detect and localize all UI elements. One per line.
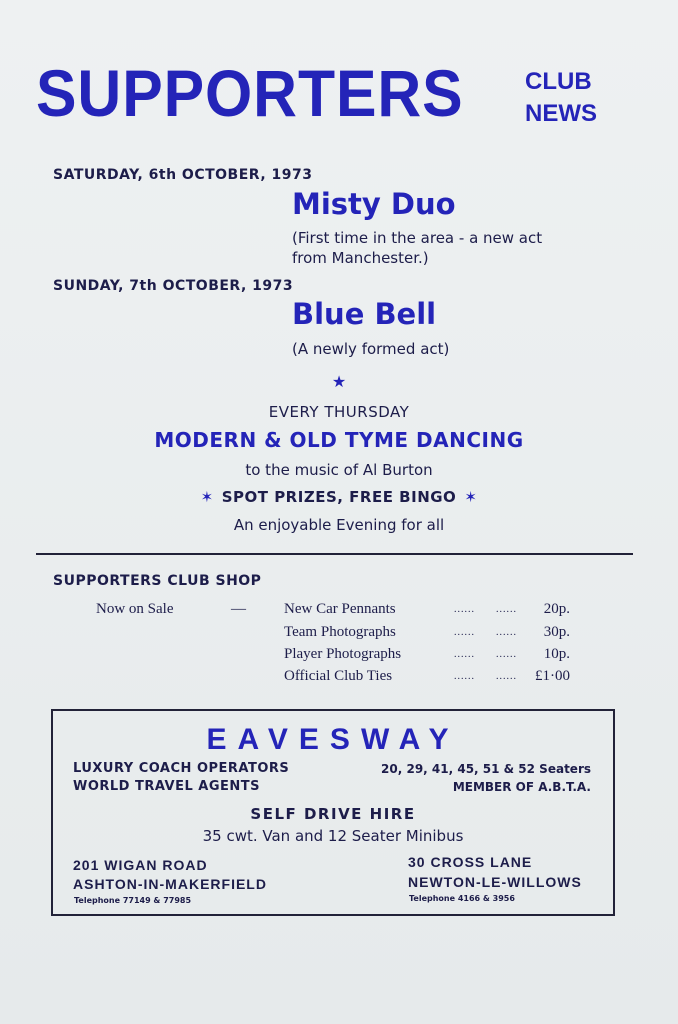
event-act-name: Blue Bell	[292, 297, 437, 331]
masthead-subtitle	[525, 66, 597, 130]
advert-hire-detail: 35 cwt. Van and 12 Seater Minibus	[202, 827, 464, 845]
event-act-name: Misty Duo	[292, 187, 456, 221]
address-left-line: ASHTON-IN-MAKERFIELD	[73, 876, 267, 892]
leader-dots: ......	[496, 671, 517, 682]
shop-item-price: 20p.	[543, 601, 570, 617]
shop-item-price: 10p.	[543, 646, 570, 662]
leader-dots: ......	[496, 604, 517, 615]
shop-item	[284, 646, 584, 666]
evening-tagline: An enjoyable Evening for all	[233, 516, 445, 534]
leader-dots: ......	[454, 604, 475, 615]
event-act-description: (A newly formed act)	[292, 340, 450, 358]
shop-on-sale-label: Now on Sale	[96, 601, 174, 617]
prizes-line	[0, 488, 678, 506]
star-icon: ★	[331, 372, 347, 391]
telephone-right: Telephone 4166 & 3956	[409, 894, 515, 903]
shop-item-price: £1·00	[535, 668, 570, 684]
masthead-title: SUPPORTERS	[36, 56, 464, 130]
masthead-sub-news: NEWS	[525, 100, 597, 127]
section-divider	[36, 553, 633, 555]
advert-services: WORLD TRAVEL AGENTS	[73, 779, 261, 794]
shop-item	[284, 624, 584, 644]
event-date: SUNDAY, 7th OCTOBER, 1973	[53, 278, 294, 294]
event-description-line: (First time in the area - a new act	[292, 229, 543, 247]
advert-company-name: EAVESWAY	[206, 723, 460, 756]
leader-dots: ......	[496, 627, 517, 638]
telephone-left: Telephone 77149 & 77985	[74, 896, 192, 905]
advert-hire-title: SELF DRIVE HIRE	[250, 805, 416, 823]
shop-item	[284, 668, 584, 688]
event-date: SATURDAY, 6th OCTOBER, 1973	[53, 167, 313, 183]
thursday-heading: EVERY THURSDAY	[268, 403, 410, 421]
prize-star-icon: ✶	[464, 488, 478, 506]
shop-item-name: New Car Pennants	[284, 601, 396, 617]
music-line: to the music of Al Burton	[245, 461, 433, 479]
advert-services: LUXURY COACH OPERATORS	[73, 761, 290, 776]
advert-membership: MEMBER OF A.B.T.A.	[452, 780, 591, 794]
shop-title: SUPPORTERS CLUB SHOP	[53, 573, 262, 589]
shop-item-name: Player Photographs	[284, 646, 402, 662]
shop-item	[284, 601, 584, 621]
address-left-line: 201 WIGAN ROAD	[73, 857, 208, 873]
leader-dots: ......	[454, 671, 475, 682]
address-right-line: NEWTON-LE-WILLOWS	[408, 874, 582, 890]
prizes-text: SPOT PRIZES, FREE BINGO	[221, 488, 457, 506]
shop-item-name: Official Club Ties	[284, 668, 393, 684]
prize-star-icon: ✶	[200, 488, 214, 506]
event-description-line: from Manchester.)	[292, 249, 429, 267]
masthead-sub-club: CLUB	[525, 68, 592, 95]
shop-item-price: 30p.	[543, 624, 570, 640]
shop-dash: —	[231, 601, 246, 617]
shop-item-name: Team Photographs	[284, 624, 396, 640]
event-act-description	[292, 228, 632, 268]
advert-seaters: 20, 29, 41, 45, 51 & 52 Seaters	[381, 762, 591, 776]
advert-box	[51, 709, 615, 916]
leader-dots: ......	[454, 627, 475, 638]
leader-dots: ......	[454, 649, 475, 660]
address-right-line: 30 CROSS LANE	[408, 854, 533, 870]
dancing-title: MODERN & OLD TYME DANCING	[154, 428, 524, 452]
leader-dots: ......	[496, 649, 517, 660]
